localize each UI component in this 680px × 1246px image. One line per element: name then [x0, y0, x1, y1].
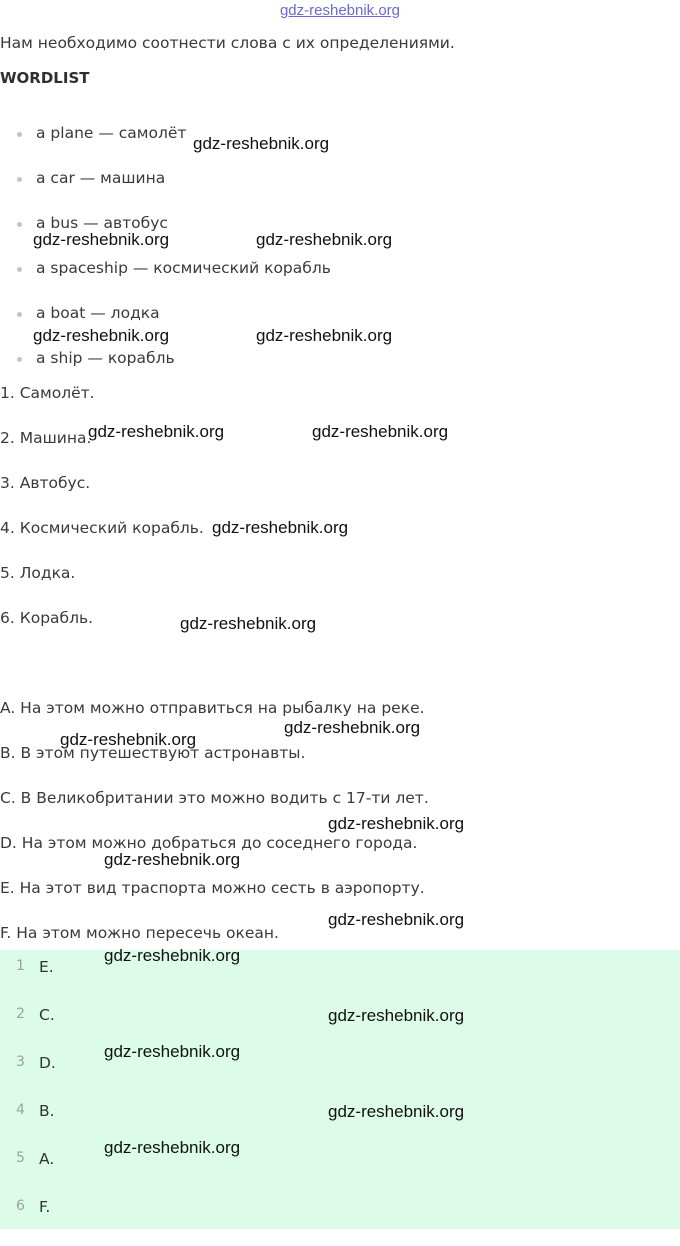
bullet-icon	[17, 357, 22, 362]
answer-value: E.	[39, 958, 54, 976]
watermark: gdz-reshebnik.org	[104, 1042, 241, 1061]
answer-number: 4	[16, 1102, 25, 1118]
watermark: gdz-reshebnik.org	[193, 134, 330, 153]
wordlist-item: a car — машина	[36, 169, 166, 187]
bullet-icon	[17, 177, 22, 182]
watermark: gdz-reshebnik.org	[328, 1006, 465, 1025]
wordlist-item: a ship — корабль	[36, 349, 175, 367]
answer-number: 5	[16, 1150, 25, 1166]
wordlist-item: a bus — автобус	[36, 214, 168, 232]
numbered-item: 2. Машина.	[0, 429, 92, 447]
definition-item: C. В Великобритании это можно водить с 17-ти лет.	[0, 789, 429, 807]
watermark: gdz-reshebnik.org	[312, 422, 449, 441]
header-watermark[interactable]: gdz-reshebnik.org	[279, 2, 401, 19]
intro-text: Нам необходимо соотнести слова с их определениями.	[0, 34, 455, 52]
bullet-icon	[17, 312, 22, 317]
watermark: gdz-reshebnik.org	[33, 326, 170, 345]
watermark: gdz-reshebnik.org	[60, 730, 197, 749]
numbered-item: 1. Самолёт.	[0, 384, 95, 402]
watermark: gdz-reshebnik.org	[104, 1138, 241, 1157]
wordlist-item: a plane — самолёт	[36, 124, 187, 142]
watermark: gdz-reshebnik.org	[328, 1102, 465, 1121]
watermark: gdz-reshebnik.org	[212, 518, 349, 537]
numbered-item: 5. Лодка.	[0, 564, 76, 582]
answer-value: F.	[39, 1198, 51, 1216]
answer-value: B.	[39, 1102, 55, 1120]
watermark: gdz-reshebnik.org	[104, 850, 241, 869]
bullet-icon	[17, 222, 22, 227]
answer-value: D.	[39, 1054, 56, 1072]
watermark: gdz-reshebnik.org	[256, 326, 393, 345]
answers-block	[0, 950, 680, 1229]
numbered-item: 6. Корабль.	[0, 609, 94, 627]
watermark: gdz-reshebnik.org	[104, 946, 241, 965]
watermark: gdz-reshebnik.org	[180, 614, 317, 633]
wordlist-item: a spaceship — космический корабль	[36, 259, 331, 277]
watermark: gdz-reshebnik.org	[284, 718, 421, 737]
definition-item: F. На этом можно пересечь океан.	[0, 924, 279, 942]
answer-value: C.	[39, 1006, 55, 1024]
wordlist-item: a boat — лодка	[36, 304, 160, 322]
numbered-item: 4. Космический корабль.	[0, 519, 204, 537]
answer-number: 6	[16, 1198, 25, 1214]
definition-item: A. На этом можно отправиться на рыбалку на реке.	[0, 699, 425, 717]
answer-value: A.	[39, 1150, 55, 1168]
answer-number: 3	[16, 1054, 25, 1070]
watermark: gdz-reshebnik.org	[33, 230, 170, 249]
watermark: gdz-reshebnik.org	[328, 910, 465, 929]
definition-item: B. В этом путешествуют астронавты.	[0, 744, 306, 762]
bullet-icon	[17, 132, 22, 137]
wordlist-title: WORDLIST	[0, 69, 90, 87]
watermark: gdz-reshebnik.org	[88, 422, 225, 441]
definition-item: E. На этот вид траспорта можно сесть в аэропорту.	[0, 879, 425, 897]
answer-number: 1	[16, 958, 25, 974]
watermark: gdz-reshebnik.org	[256, 230, 393, 249]
definition-item: D. На этом можно добраться до соседнего города.	[0, 834, 418, 852]
answer-number: 2	[16, 1006, 25, 1022]
bullet-icon	[17, 267, 22, 272]
numbered-item: 3. Автобус.	[0, 474, 91, 492]
watermark: gdz-reshebnik.org	[328, 814, 465, 833]
